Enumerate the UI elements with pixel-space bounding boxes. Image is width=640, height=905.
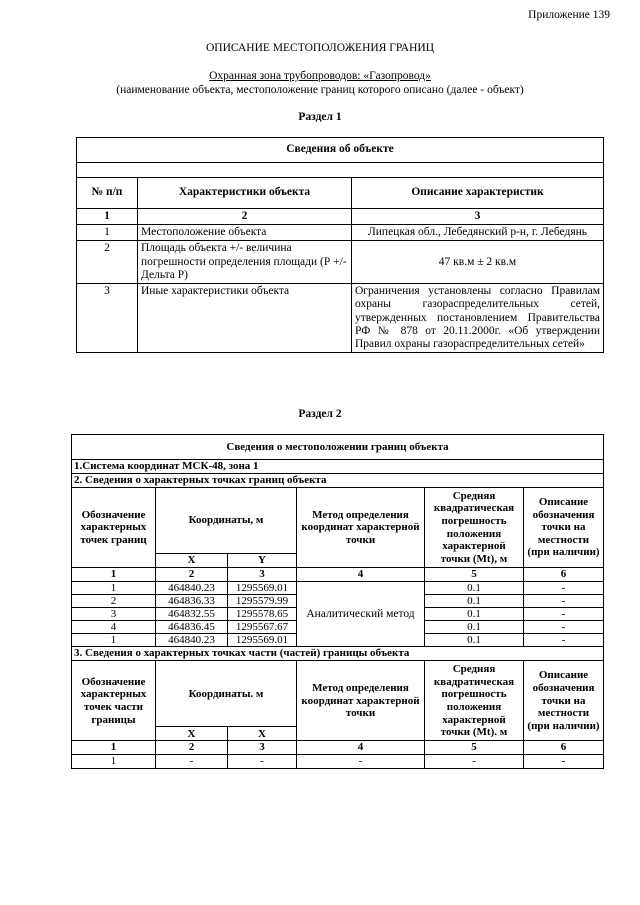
row-characteristic: Иные характеристики объекта [138,284,352,353]
row-description: 47 кв.м ± 2 кв.м [352,241,604,284]
point-error: 0.1 [425,608,524,621]
col-header-x: X [156,727,228,741]
row-description: Ограничения установлены согласно Правилам охраны газораспределительных сетей, утвержденных постановлением Правительства РФ № 878 от 20.11.2000г. «Об утверждении Правил охраны газораспределительных сетей» [352,284,604,353]
col-header-point-description: Описание обозначения точки на местности (при наличии) [524,661,604,741]
point-x: - [156,755,228,768]
col-header-point-description: Описание обозначения точки на местности (при наличии) [524,488,604,568]
row-description: Липецкая обл., Лебедянский р-н, г. Лебедянь [352,225,604,241]
point-description: - [524,621,604,634]
point-error: - [425,755,524,768]
point-description: - [524,582,604,595]
col-number: 1 [77,209,138,225]
col-number: 3 [352,209,604,225]
col-number: 6 [524,568,604,582]
point-y: - [228,755,297,768]
table-row [77,241,604,284]
section2-heading: Раздел 2 [298,408,342,420]
point-x: 464840.23 [156,582,228,595]
col-number: 2 [156,568,228,582]
point-method: Аналитический метод [297,582,425,647]
part2-title: 2. Сведения о характерных точках границ объекта [72,474,604,488]
col-number: 2 [156,741,228,755]
point-id: 1 [72,755,156,768]
col-header-number: № п/п [77,178,138,209]
col-number: 1 [72,741,156,755]
col-number: 4 [297,741,425,755]
col-header-error: Средняя квадратическая погрешность положения характерной точки (Mt). м [425,661,524,741]
row-number: 2 [77,241,138,284]
object-info-caption: Сведения об объекте [77,138,604,163]
row-number: 1 [77,225,138,241]
appendix-label: Приложение 139 [528,9,610,21]
point-description: - [524,595,604,608]
point-x: 464836.33 [156,595,228,608]
col-header-x: X [156,554,228,568]
col-number: 4 [297,568,425,582]
point-y: 1295567.67 [228,621,297,634]
object-name: Охранная зона трубопроводов: «Газопровод» [209,70,431,82]
point-id: 3 [72,608,156,621]
table-row [72,582,604,595]
row-number: 3 [77,284,138,353]
col-header-y: Y [228,554,297,568]
row-characteristic: Площадь объекта +/- величина погрешности определения площади (Р +/- Дельта Р) [138,241,352,284]
point-y: 1295569.01 [228,634,297,647]
point-y: 1295579.99 [228,595,297,608]
col-number: 5 [425,741,524,755]
col-header-designation: Обозначение характерных точек части границы [72,661,156,741]
col-number: 6 [524,741,604,755]
col-header-method: Метод определения координат характерной точки [297,661,425,741]
col-header-method: Метод определения координат характерной точки [297,488,425,568]
object-note: (наименование объекта, местоположение границ которого описано (далее - объект) [116,84,524,96]
point-y: 1295569.01 [228,582,297,595]
col-header-y: X [228,727,297,741]
col-header-error: Средняя квадратическая погрешность положения характерной точки (Mt), м [425,488,524,568]
point-error: 0.1 [425,582,524,595]
row-characteristic: Местоположение объекта [138,225,352,241]
point-id: 1 [72,582,156,595]
point-id: 4 [72,621,156,634]
point-id: 2 [72,595,156,608]
boundary-table [71,434,604,769]
point-x: 464840.23 [156,634,228,647]
coord-system: 1.Система координат МСК-48, зона 1 [72,460,604,474]
point-error: 0.1 [425,634,524,647]
col-number: 1 [72,568,156,582]
col-header-coordinates: Координаты. м [156,661,297,727]
point-x: 464836.45 [156,621,228,634]
col-header-coordinates: Координаты, м [156,488,297,554]
point-description: - [524,634,604,647]
spacer-row [77,163,604,178]
object-info-table [76,137,604,353]
col-number: 2 [138,209,352,225]
point-y: 1295578.65 [228,608,297,621]
table-row [72,755,604,768]
col-header-characteristic: Характеристики объекта [138,178,352,209]
point-error: 0.1 [425,595,524,608]
point-description: - [524,755,604,768]
boundary-caption: Сведения о местоположении границ объекта [72,435,604,460]
col-number: 3 [228,741,297,755]
part3-title: 3. Сведения о характерных точках части (частей) границы объекта [72,647,604,661]
point-id: 1 [72,634,156,647]
col-header-designation: Обозначение характерных точек границ [72,488,156,568]
col-header-description: Описание характеристик [352,178,604,209]
table-row [77,284,604,353]
point-error: 0.1 [425,621,524,634]
point-x: 464832.55 [156,608,228,621]
table-row [77,225,604,241]
section1-heading: Раздел 1 [298,111,342,123]
col-number: 5 [425,568,524,582]
col-number: 3 [228,568,297,582]
point-description: - [524,608,604,621]
document-title: ОПИСАНИЕ МЕСТОПОЛОЖЕНИЯ ГРАНИЦ [205,42,435,54]
point-method: - [297,755,425,768]
